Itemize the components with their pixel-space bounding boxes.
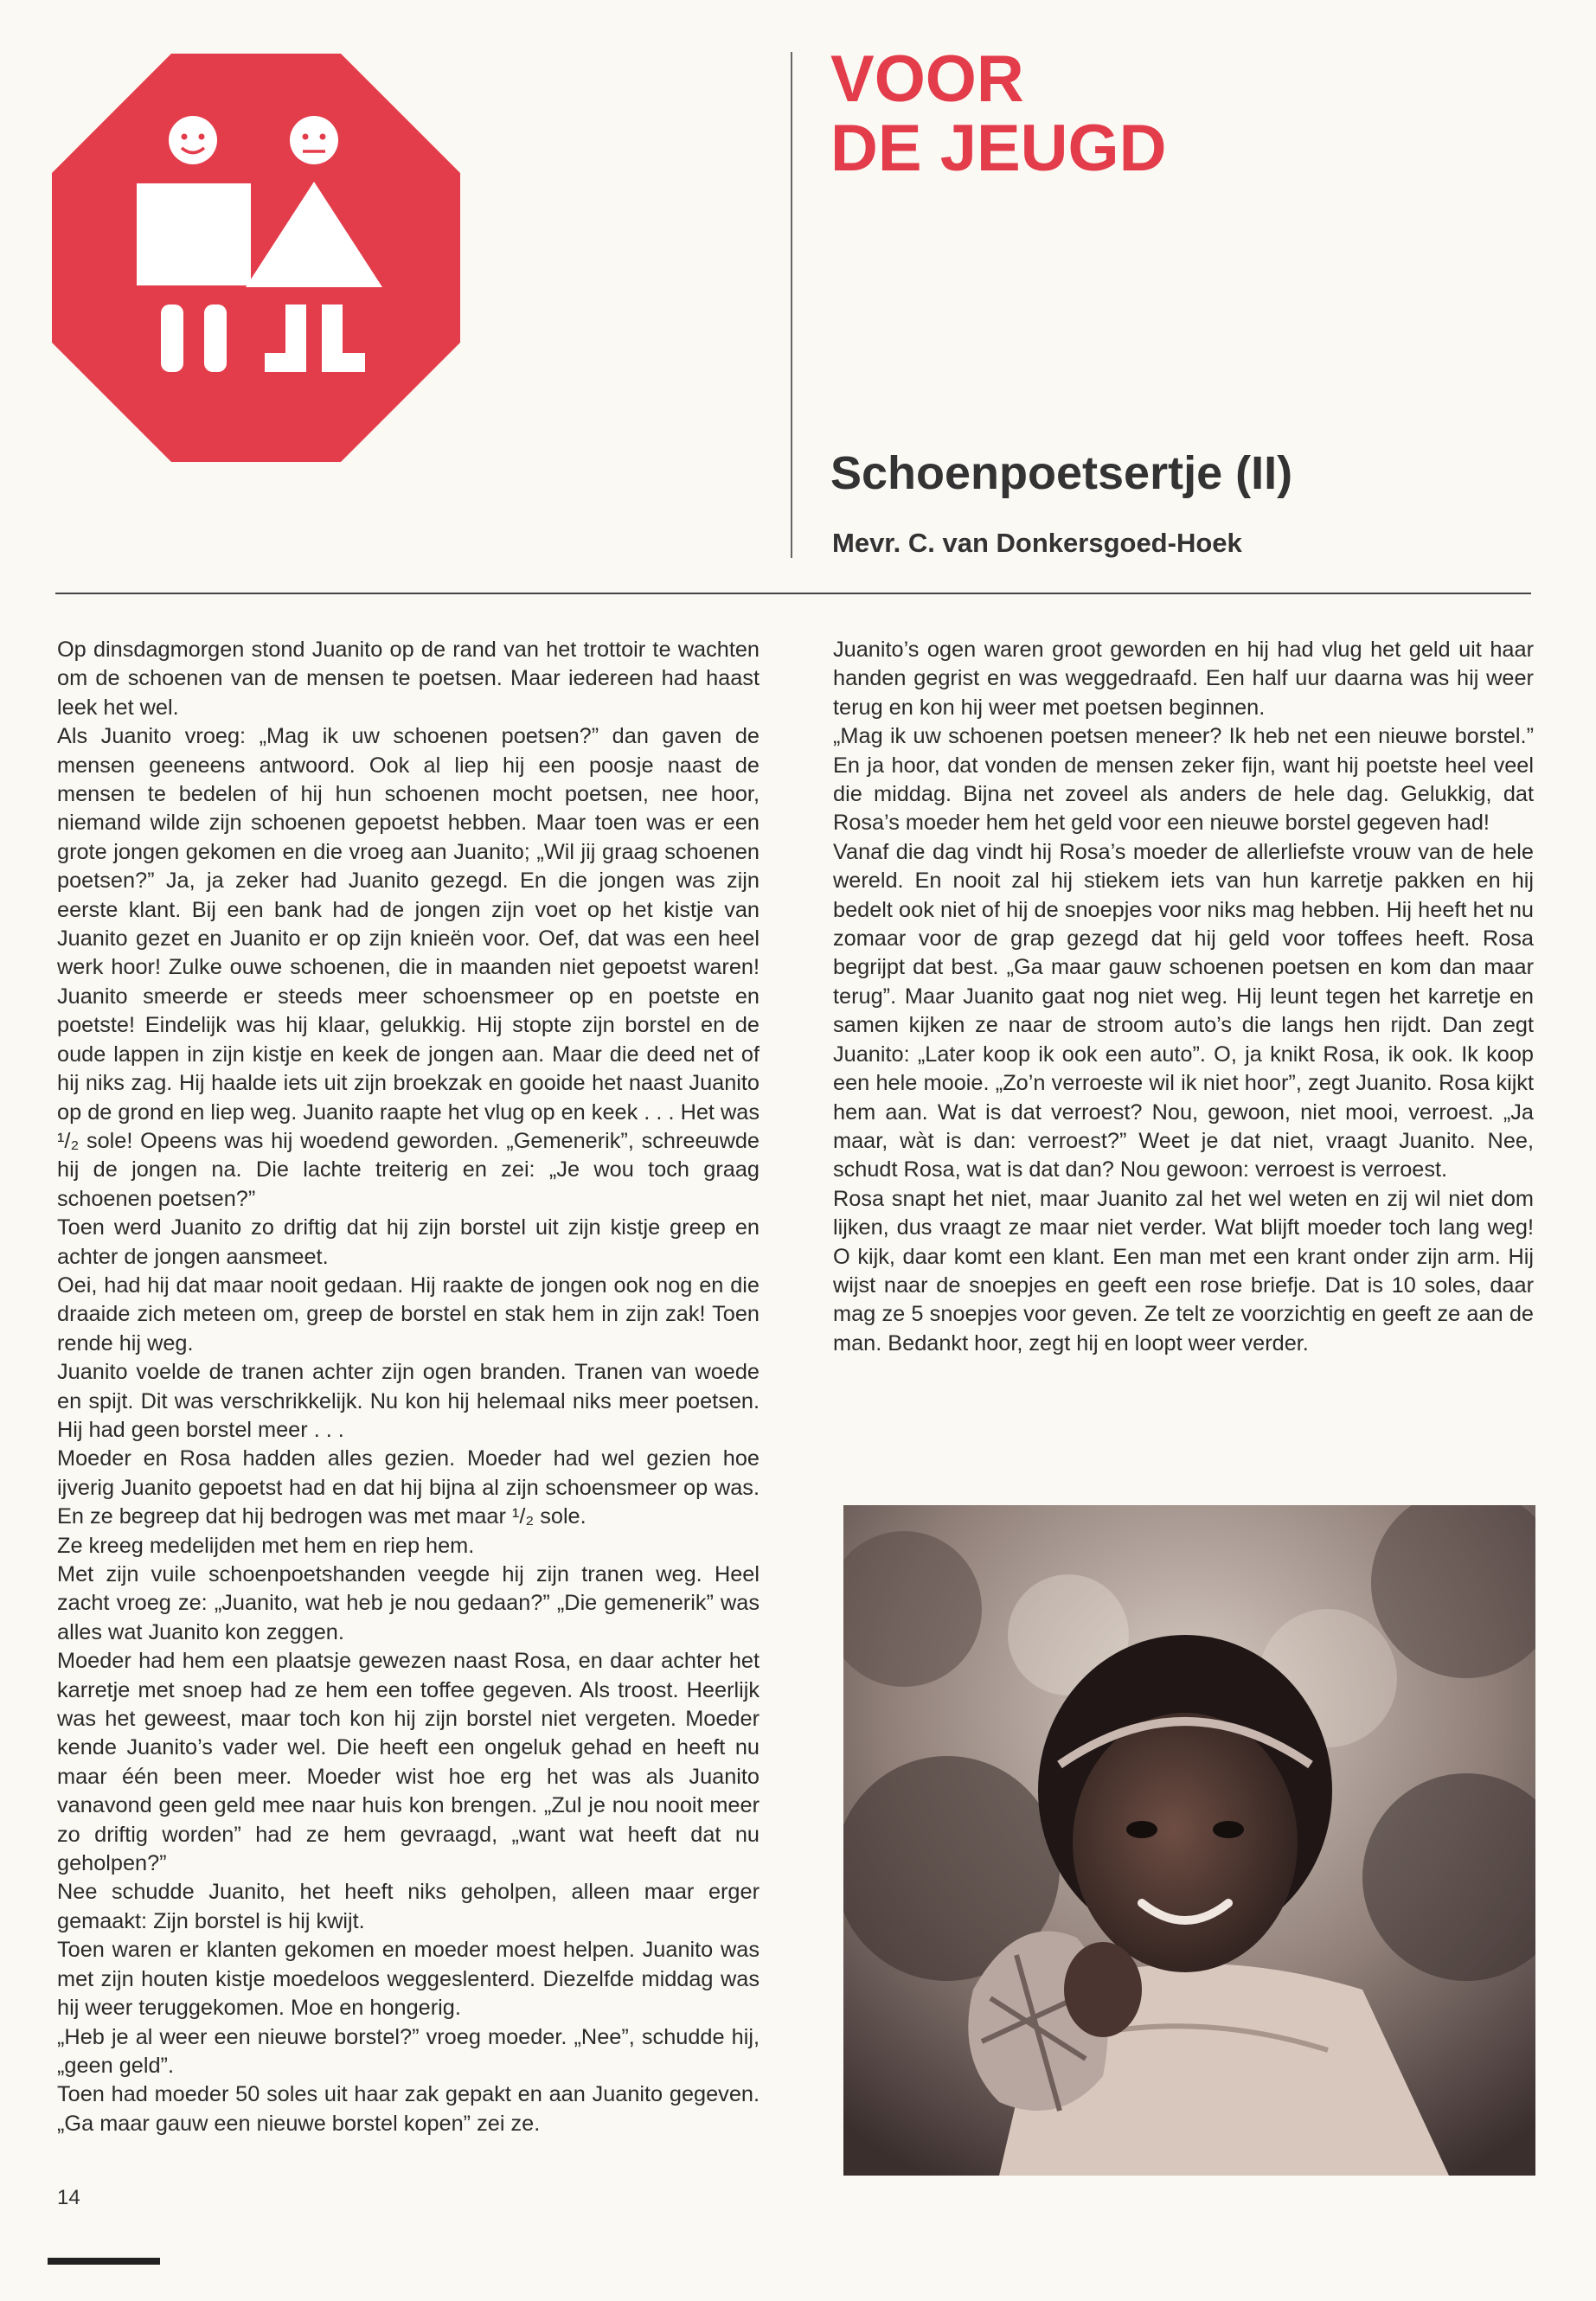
paragraph: Nee schudde Juanito, het heeft niks geholpen, alleen maar erger gemaakt: Zijn borstel is hij kwijt. [57, 1880, 760, 1933]
paragraph: Moeder en Rosa hadden alles gezien. Moeder had wel gezien hoe ijverig Juanito gepoetst had en dat hij bijna al zijn schoensmeer op was. En ze begreep dat hij bedrogen was met maar ¹/₂ sole. [57, 1446, 760, 1529]
article-title: Schoenpoetsertje (II) [830, 447, 1293, 499]
paragraph: Toen had moeder 50 soles uit haar zak gepakt en aan Juanito gegeven. „Ga maar gauw een nieuwe borstel kopen” zei ze. [57, 2082, 760, 2136]
article-column-right [833, 636, 1534, 1358]
paragraph: Toen werd Juanito zo driftig dat hij zijn borstel uit zijn kistje greep en achter de jongen aansmeet. [57, 1215, 760, 1269]
header-rule [55, 593, 1531, 594]
paragraph: Moeder had hem een plaatsje gewezen naast Rosa, en daar achter het karretje met snoep had ze hem een toffee gegeven. Als troost. Heerlijk was het geweest, maar toch kon hij zijn borstel niet vergeten. Moeder kende Juanito’s vader wel. Die heeft een ongeluk gehad en heeft nu maar één been meer. Moeder wist hoe erg het was als Juanito vanavond geen geld mee naar huis kon brengen. „Zul je nou nooit meer zo driftig worden” had ze hem gevraagd, „want wat heeft dat nu geholpen?” [57, 1649, 760, 1876]
paragraph: Juanito’s ogen waren groot geworden en hij had vlug het geld uit haar handen gegrist en was weggedraafd. Een half uur daarna was hij weer terug en kon hij weer met poetsen beginnen. [833, 638, 1534, 720]
paragraph: „Mag ik uw schoenen poetsen meneer? Ik heb net een nieuwe borstel.” En ja hoor, dat vonden de mensen zeker fijn, want hij poetste heel veel die middag. Bijna net zoveel als anders de hele dag. Gelukkig, dat Rosa’s moeder hem het geld voor een nieuwe borstel gegeven had! [833, 724, 1534, 836]
paragraph: Op dinsdagmorgen stond Juanito op de rand van het trottoir te wachten om de schoenen van de mensen te poetsen. Maar iedereen had haast leek het wel. [57, 638, 760, 720]
section-title [830, 42, 1167, 185]
page-number: 14 [57, 2186, 80, 2209]
photo-smiling-child-with-cloth-icon [843, 1505, 1535, 2176]
paragraph: Juanito voelde de tranen achter zijn ogen branden. Tranen van woede en spijt. Dit was verschrikkelijk. Nu kon hij helemaal niks meer poetsen. Hij had geen borstel meer . . . [57, 1360, 760, 1442]
paragraph: „Heb je al weer een nieuwe borstel?” vroeg moeder. „Nee”, schudde hij, „geen geld”. [57, 2024, 760, 2078]
paragraph: Als Juanito vroeg: „Mag ik uw schoenen poetsen?” dan gaven de mensen geeneens antwoord. Ook al liep hij een poosje naast de mensen te bedelen of hij hun schoenen mocht poetsen, nee hoor, niemand wilde zijn schoenen gepoetst hebben. Maar toen was er een grote jongen gekomen en die vroeg aan Juanito; „Wil jij graag schoenen poetsen?” Ja, ja zeker had Juanito gezegd. En die jongen was zijn eerste klant. Bij een bank had de jongen zijn voet op het kistje van Juanito gezet en Juanito er op zijn knieën voor. Oef, dat was een heel werk hoor! Zulke ouwe schoenen, die in maanden niet gepoetst waren! Juanito smeerde er steeds meer schoensmeer op en poetste en poetste! Eindelijk was hij klaar, gelukkig. Hij stopte zijn borstel en de oude lappen in zijn kistje en keek de jongen aan. Maar die deed net of hij niks zag. Hij haalde iets uit zijn broekzak en gooide het naast Juanito op de grond en liep weg. Juanito raapte het vlug op en keek . . . Het was ¹/₂ sole! Opeens was hij woedend geworden. „Gemenerik”, schreeuwde hij de jongen na. Die lachte treiterig en zei: „Je wou toch graag schoenen poetsen?” [57, 724, 760, 1211]
paragraph: Rosa snapt het niet, maar Juanito zal het wel weten en zij wil niet dom lijken, dus vraagt ze maar niet verder. Wat blijft moeder toch lang weg! O kijk, daar komt een klant. Een man met een krant onder zijn arm. Hij wijst naar de snoepjes en geeft een rose briefje. Dat is 10 soles, daar mag ze 5 snoepjes voor geven. Ze telt ze voorzichtig en geeft ze aan de man. Bedankt hoor, zegt hij en loopt weer verder. [833, 1186, 1534, 1356]
header-divider [791, 52, 792, 558]
paragraph: Vanaf die dag vindt hij Rosa’s moeder de allerliefste vrouw van de hele wereld. En nooit zal hij stiekem iets van hun karretje pakken en hij bedelt ook niet of hij de snoepjes voor niks mag hebben. Hij heeft het nu zomaar voor de grap gezegd dat hij geld voor toffees heeft. Rosa begrijpt dat best. „Ga maar gauw schoenen poetsen en kom dan maar terug”. Maar Juanito gaat nog niet weg. Hij leunt tegen het karretje en samen kijken ze naar de stroom auto’s die langs hen rijdt. Dan zegt Juanito: „Later koop ik ook een auto”. O, ja knikt Rosa, ik ook. Ik koop een hele mooie. „Zo’n verroeste wil ik niet hoor”, zegt Juanito. Rosa kijkt hem aan. Wat is dat verroest? Nou, gewoon, niet mooi, verroest. „Ja maar, wàt is dan: verroest?” Weet je dat niet, vraagt Juanito. Nee, schudt Rosa, wat is dat dan? Nou gewoon: verroest is verroest. [833, 839, 1534, 1183]
author-byline: Mevr. C. van Donkersgoed-Hoek [832, 528, 1242, 558]
bottom-edge-mark [48, 2258, 160, 2265]
paragraph: Oei, had hij dat maar nooit gedaan. Hij raakte de jongen ook nog en die draaide zich meteen om, greep de borstel en stak hem in zijn zak! Toen rende hij weg. [57, 1272, 760, 1356]
paragraph: Met zijn vuile schoenpoetshanden veegde hij zijn tranen weg. Heel zacht vroeg ze: „Juanito, wat heb je nou gedaan?” „Die gemenerik” was alles wat Juanito kon zeggen. [57, 1562, 760, 1644]
paragraph: Toen waren er klanten gekomen en moeder moest helpen. Juanito was met zijn houten kistje moedeloos weggeslenterd. Diezelfde middag was hij weer teruggekomen. Moe en hongerig. [57, 1938, 760, 2021]
paragraph: Ze kreeg medelijden met hem en riep hem. [57, 1533, 475, 1558]
section-title-line-2: DE JEUGD [830, 112, 1167, 185]
octagon-children-logo-icon [52, 54, 460, 462]
section-title-line-1: VOOR [830, 42, 1024, 116]
article-column-left [57, 636, 760, 2138]
